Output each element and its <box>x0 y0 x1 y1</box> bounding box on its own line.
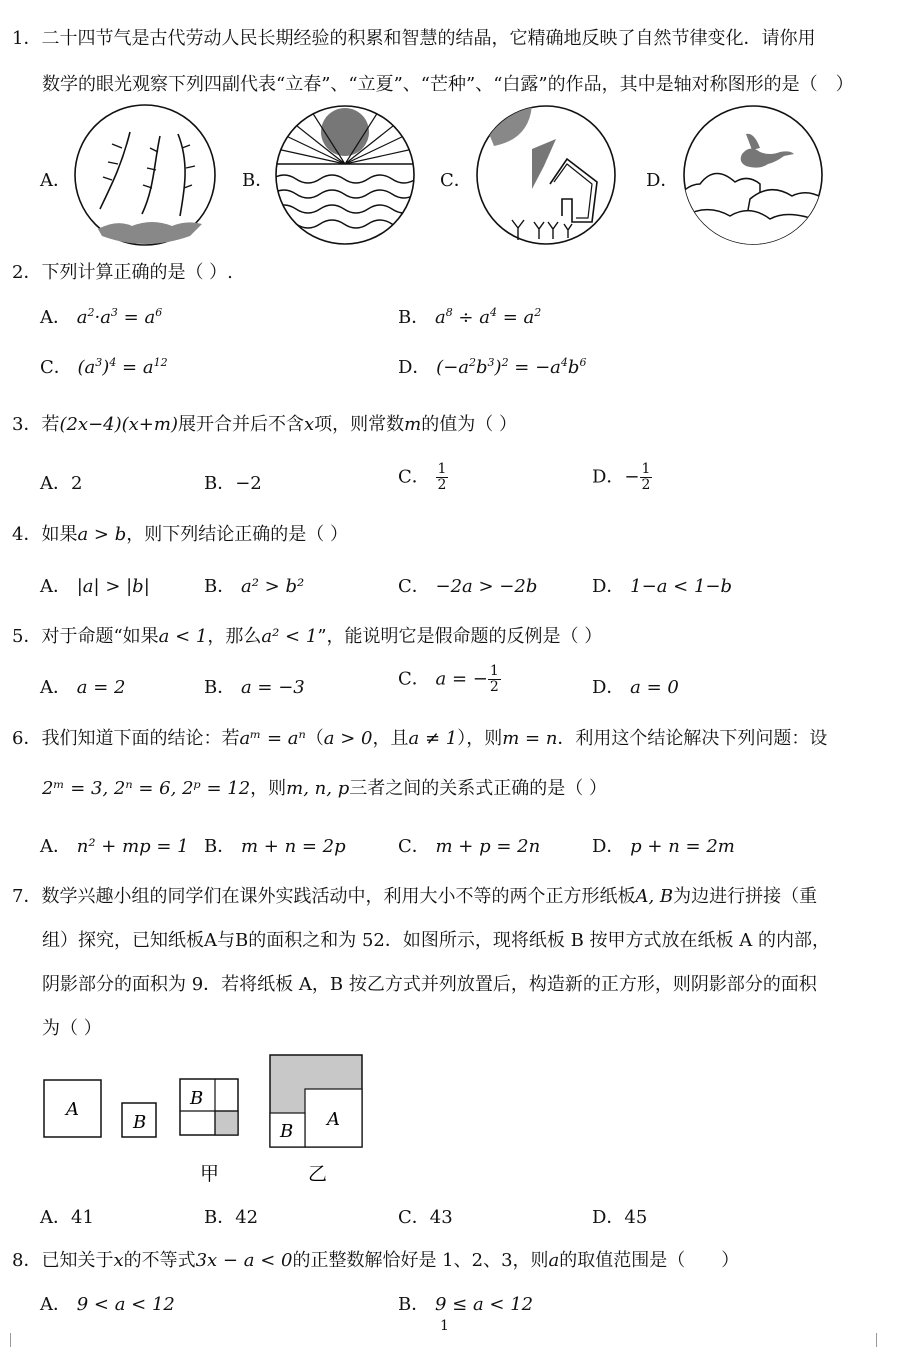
q7-line4: 为（ ） <box>42 1018 102 1039</box>
q5-stem: 5．对于命题“如果a < 1，那么a² < 1”，能说明它是假命题的反例是（ ） <box>12 626 603 647</box>
q2-b-expr: $a^8 \div a^4 = a^2$ <box>434 306 542 328</box>
q6-option-a[interactable]: A． n² + mp = 1 <box>40 836 189 857</box>
jia-label-b: B <box>190 1088 204 1109</box>
q2-option-b[interactable]: B． $a^8 \div a^4 = a^2$ <box>398 306 542 328</box>
yi-label-a: A <box>327 1109 340 1130</box>
q5-option-d[interactable]: D． a = 0 <box>592 677 679 698</box>
q1-option-c[interactable]: C． <box>440 170 472 191</box>
q5-option-b[interactable]: B． a = −3 <box>204 677 305 698</box>
q8-stem: 8．已知关于x的不等式3x − a < 0的正整数解恰好是 1、2、3，则a的取值范围是（ ） <box>12 1250 740 1271</box>
q3-option-b[interactable]: B．−2 <box>204 473 262 494</box>
q4-option-a[interactable]: A． |a| > |b| <box>40 576 150 597</box>
q3-option-a[interactable]: A．2 <box>40 473 83 494</box>
q3-stem: 3．若(2x−4)(x+m)展开合并后不含x项，则常数m的值为（ ） <box>12 414 517 435</box>
q5-option-a[interactable]: A． a = 2 <box>40 677 126 698</box>
bailu-image <box>680 104 826 249</box>
q1-option-b[interactable]: B． <box>242 170 274 191</box>
q6-line1: 6．我们知道下面的结论：若aᵐ = aⁿ（a > 0，且a ≠ 1），则m = n．利用这个结论解决下列问题：设 <box>12 728 828 749</box>
q7-option-d[interactable]: D．45 <box>592 1207 648 1228</box>
q2-a-expr: $a^2\cdot a^3 = a^6$ <box>76 306 163 328</box>
q4-option-c[interactable]: C． −2a > −2b <box>398 576 538 597</box>
q4-option-d[interactable]: D． 1−a < 1−b <box>592 576 733 597</box>
q1-option-d[interactable]: D． <box>646 170 679 191</box>
page-number: 1 <box>440 1318 449 1334</box>
q7-line1: 7．数学兴趣小组的同学们在课外实践活动中，利用大小不等的两个正方形纸板A, B为边进行拼接（重 <box>12 886 818 907</box>
q7-figure <box>40 1052 370 1192</box>
q2-option-c[interactable]: C． $(a^3)^4 = a^{12}$ <box>40 356 168 378</box>
q7-line3: 阴影部分的面积为 9．若将纸板 A，B 按乙方式并列放置后，构造新的正方形，则阴影部分的面积 <box>42 974 817 995</box>
q8-option-b[interactable]: B． 9 ≤ a < 12 <box>398 1294 534 1315</box>
q2-option-d[interactable]: D． $(-a^2b^3)^2 = -a^4b^6$ <box>398 356 587 378</box>
q7-option-c[interactable]: C．43 <box>398 1207 453 1228</box>
lichun-image <box>72 104 222 249</box>
jia-label: 甲 <box>200 1163 220 1185</box>
q1-option-a[interactable]: A． <box>40 170 71 191</box>
q1-line2: 数学的眼光观察下列四副代表“立春”、“立夏”、“芒种”、“白露”的作品，其中是轴对称图形的是（ ） <box>42 74 854 95</box>
lixia-image <box>272 104 418 249</box>
yi-label-b: B <box>280 1121 294 1142</box>
mangzhong-image <box>472 104 620 249</box>
q7-option-a[interactable]: A．41 <box>40 1207 94 1228</box>
q1-number: 1． <box>12 28 42 49</box>
q6-option-d[interactable]: D． p + n = 2m <box>592 836 735 857</box>
q4-stem: 4．如果a > b，则下列结论正确的是（ ） <box>12 524 348 545</box>
q3-option-d[interactable]: D．− $\frac{1}{2}$ <box>592 461 651 493</box>
q7-line2: 组）探究，已知纸板A与B的面积之和为 52．如图所示，现将纸板 B 按甲方式放在纸板 A 的内部， <box>42 930 830 951</box>
q2-d-expr: $(-a^2b^3)^2 = -a^4b^6$ <box>436 356 587 378</box>
q6-line2: 2ᵐ = 3, 2ⁿ = 6, 2ᵖ = 12，则m, n, p三者之间的关系式正确的是（ ） <box>42 778 607 799</box>
label-b: B <box>133 1112 147 1133</box>
jia-shaded <box>215 1111 238 1135</box>
q2-stem: 2．下列计算正确的是（ ）. <box>12 262 233 283</box>
q4-option-b[interactable]: B． a² > b² <box>204 576 305 597</box>
q2-option-a[interactable]: A． $a^2\cdot a^3 = a^6$ <box>40 306 163 328</box>
q2-c-expr: $(a^3)^4 = a^{12}$ <box>77 356 168 378</box>
q3-option-c[interactable]: C． $\frac{1}{2}$ <box>398 461 447 493</box>
q5-option-c[interactable]: C． a = − $\frac{1}{2}$ <box>398 663 499 695</box>
yi-label: 乙 <box>308 1163 328 1185</box>
q1-line1: 1．二十四节气是古代劳动人民长期经验的积累和智慧的结晶，它精确地反映了自然节律变化．请你用 <box>12 28 816 49</box>
q7-option-b[interactable]: B．42 <box>204 1207 259 1228</box>
margin-tick-right <box>876 1333 877 1347</box>
label-a: A <box>66 1099 79 1120</box>
q6-option-b[interactable]: B． m + n = 2p <box>204 836 346 857</box>
margin-tick-left <box>10 1333 11 1347</box>
q6-option-c[interactable]: C． m + p = 2n <box>398 836 541 857</box>
q8-option-a[interactable]: A． 9 < a < 12 <box>40 1294 175 1315</box>
